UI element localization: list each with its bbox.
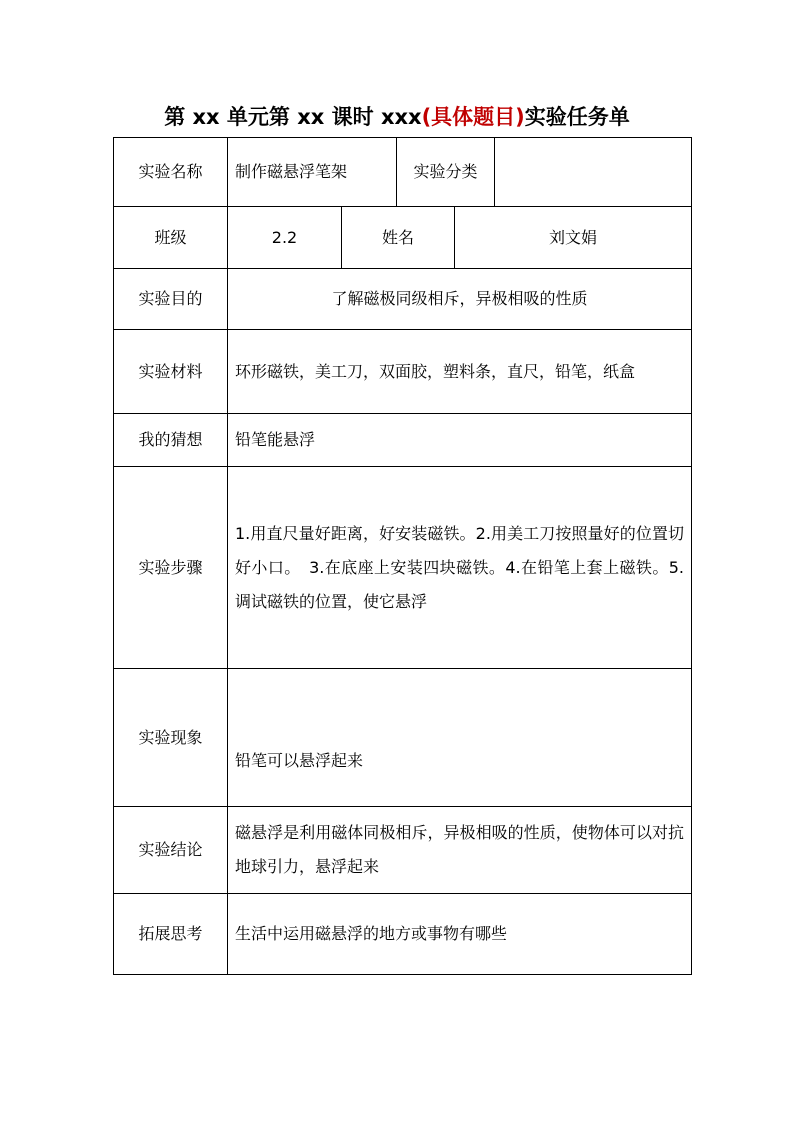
row-hypothesis (114, 414, 692, 467)
row-conclusion (114, 807, 692, 894)
student-name-value: 刘文娟 (455, 207, 692, 269)
steps-label: 实验步骤 (114, 467, 228, 669)
row-extension (114, 894, 692, 975)
hypothesis-label: 我的猜想 (114, 414, 228, 467)
category-label: 实验分类 (397, 138, 495, 207)
title-prefix: 第 xx 单元第 xx 课时 xxx (164, 105, 422, 129)
extension-value: 生活中运用磁悬浮的地方或事物有哪些 (228, 894, 692, 975)
row-purpose (114, 269, 692, 330)
page-title (0, 100, 794, 134)
purpose-value: 了解磁极同级相斥，异极相吸的性质 (228, 269, 692, 330)
materials-label: 实验材料 (114, 330, 228, 414)
row-steps (114, 467, 692, 669)
phenomenon-cell (228, 669, 692, 807)
purpose-label: 实验目的 (114, 269, 228, 330)
row-phenomenon (114, 669, 692, 807)
extension-label: 拓展思考 (114, 894, 228, 975)
conclusion-label: 实验结论 (114, 807, 228, 894)
steps-value: 1.用直尺量好距离，好安装磁铁。2.用美工刀按照量好的位置切好小口。 3.在底座上安装四块磁铁。4.在铅笔上套上磁铁。5.调试磁铁的位置，使它悬浮 (228, 467, 692, 669)
hypothesis-value: 铅笔能悬浮 (228, 414, 692, 467)
phenomenon-value: 铅笔可以悬浮起来 (235, 750, 364, 770)
row-materials (114, 330, 692, 414)
title-topic-placeholder: (具体题目) (421, 105, 525, 129)
experiment-task-table (113, 137, 692, 975)
student-name-label: 姓名 (342, 207, 455, 269)
materials-value: 环形磁铁，美工刀，双面胶，塑料条，直尺，铅笔，纸盒 (228, 330, 692, 414)
category-value (495, 138, 692, 207)
title-suffix: 实验任务单 (524, 105, 630, 129)
conclusion-value: 磁悬浮是利用磁体同极相斥，异极相吸的性质，使物体可以对抗地球引力，悬浮起来 (228, 807, 692, 894)
class-value: 2.2 (228, 207, 342, 269)
phenomenon-label: 实验现象 (114, 669, 228, 807)
row-class-name (114, 207, 692, 269)
experiment-name-value: 制作磁悬浮笔架 (228, 138, 397, 207)
row-experiment-name (114, 138, 692, 207)
class-label: 班级 (114, 207, 228, 269)
experiment-name-label: 实验名称 (114, 138, 228, 207)
